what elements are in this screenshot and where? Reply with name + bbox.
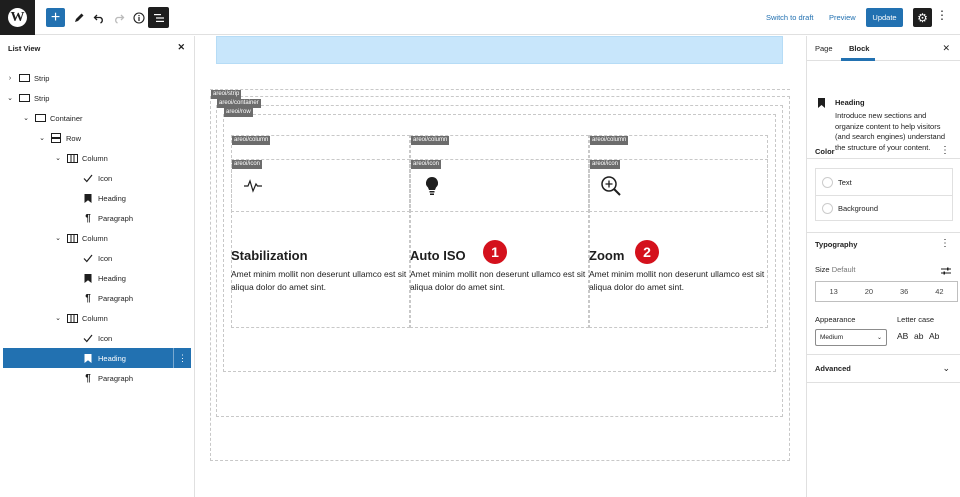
tools-button[interactable] [69,8,88,27]
chevron-down-icon[interactable]: ⌄ [942,363,950,373]
details-button[interactable] [129,8,148,27]
color-swatch-background [822,203,833,214]
list-view-item-label: Icon [98,333,113,343]
columns-icon [66,232,78,244]
color-section-title[interactable]: Color [815,147,835,156]
column-heading-3[interactable]: Zoom [589,248,625,263]
column-tag-1: areoi/column [234,137,269,143]
list-view-item-label: Column [82,153,108,163]
zoom-in-icon [600,175,622,197]
color-text-option[interactable] [816,169,952,195]
letter-case-label: Letter case [897,315,935,324]
chevron-down-icon[interactable]: ⌄ [55,155,61,162]
list-view-icon [153,12,165,24]
undo-button[interactable] [89,8,108,27]
list-view-item-label: Strip [34,93,50,103]
pilcrow-icon: ¶ [85,212,91,224]
bookmark-icon [82,192,94,204]
letter-case-lowercase[interactable]: ab [914,331,924,341]
chevron-right-icon[interactable]: › [8,74,12,82]
column-heading-1[interactable]: Stabilization [231,248,308,263]
list-view-item-label: Icon [98,173,113,183]
plus-icon: + [50,8,61,26]
custom-size-toggle-icon[interactable] [941,263,951,281]
settings-button[interactable] [913,8,932,27]
close-icon[interactable]: ✕ [177,42,185,52]
list-view-item-icon[interactable] [3,168,191,188]
block-description: Introduce new sections and organize content to help visitors (and search engines) understand the structure of your content. [835,111,946,152]
row-tag: areoi/row [226,109,251,115]
bookmark-icon [82,352,94,364]
column-paragraph-3[interactable]: Amet minim mollit non deserunt ullamco est sit aliqua dolor do amet sint. [589,269,765,292]
typography-section-title[interactable]: Typography [815,240,858,249]
list-view-item-icon[interactable] [3,328,191,348]
size-option-2[interactable]: 20 [864,287,874,296]
list-view-title: List View [8,43,41,53]
list-view-item-label: Icon [98,253,113,263]
color-text-label: Text [838,177,852,187]
color-swatch-text [822,177,833,188]
list-view-item-paragraph[interactable] [3,368,191,388]
block-name: Heading [835,98,865,107]
section-divider [807,354,960,355]
list-view-item-container[interactable] [3,108,191,128]
list-view-item-icon[interactable] [3,248,191,268]
list-view-item-heading[interactable] [3,188,191,208]
check-icon [82,172,94,184]
activity-icon [242,175,264,197]
strip-tag: areoi/strip [213,91,240,97]
more-vertical-icon[interactable]: ⋮ [940,238,950,249]
preview-link[interactable]: Preview [829,13,856,22]
columns-icon [66,312,78,324]
list-view-item-label: Paragraph [98,213,134,223]
redo-icon [113,12,125,24]
list-view-item-label: Column [82,313,108,323]
list-view-item-label: Strip [34,73,50,83]
list-view-panel [0,36,195,497]
size-label [815,265,855,274]
list-view-item-column[interactable] [3,148,191,168]
pilcrow-icon: ¶ [85,292,91,304]
redo-button[interactable] [109,8,128,27]
list-view-item-label: Row [66,133,82,143]
appearance-value: Medium [820,334,844,341]
color-options [815,168,953,221]
appearance-label: Appearance [815,315,856,324]
section-divider [807,382,960,383]
section-divider [807,232,960,233]
list-view-item-label: Column [82,233,108,243]
list-view-item-label: Paragraph [98,293,134,303]
list-view-item-strip[interactable] [3,68,191,88]
more-vertical-icon[interactable]: ⋮ [940,145,950,156]
color-background-label: Background [838,204,879,213]
appearance-select[interactable] [815,329,887,346]
wordpress-logo-button[interactable] [0,0,35,35]
info-icon [133,12,145,24]
icon-tag-3: areoi/icon [592,161,619,167]
size-option-3[interactable]: 36 [899,287,909,296]
pilcrow-icon: ¶ [85,372,91,384]
list-view-item-label: Heading [98,193,126,203]
row-icon [50,132,62,144]
column-paragraph-1[interactable]: Amet minim mollit non deserunt ullamco est sit aliqua dolor do amet sint. [231,269,407,292]
settings-sidebar [806,36,960,497]
close-icon[interactable]: ✕ [942,43,950,53]
lightbulb-icon [421,175,443,197]
update-button[interactable]: Update [866,8,903,27]
container-tag: areoi/container [219,100,259,106]
list-view-item-heading[interactable] [3,348,191,368]
callout-badge-1: 1 [483,240,507,264]
block-options-icon[interactable]: ⋮ [173,348,191,368]
column-tag-3: areoi/column [592,137,627,143]
editor-canvas[interactable] [196,36,805,497]
list-view-item-label: Paragraph [98,373,134,383]
chevron-down-icon[interactable]: ⌄ [23,115,29,122]
strip-icon [18,92,30,104]
list-view-item-paragraph[interactable] [3,208,191,228]
chevron-down-icon[interactable]: ⌄ [55,235,61,242]
letter-case-capitalize[interactable]: Ab [929,331,940,341]
column-heading-2[interactable]: Auto ISO [410,248,466,263]
list-view-item-column[interactable] [3,308,191,328]
strip-icon [18,72,30,84]
check-icon [82,252,94,264]
letter-case-uppercase[interactable]: AB [897,331,909,341]
gear-icon: ⚙ [917,10,928,25]
settings-tabs [807,36,960,61]
bookmark-icon [82,272,94,284]
chevron-down-icon[interactable]: ⌄ [55,315,61,322]
block-card [807,61,960,159]
list-view-item-row[interactable] [3,128,191,148]
tab-block[interactable]: Block [849,44,870,53]
chevron-down-icon: ⌄ [876,335,882,341]
size-option-4[interactable]: 42 [935,287,944,296]
size-default-text: Default [831,265,856,274]
editor-toolbar [0,0,960,35]
list-view-header [0,36,194,60]
bookmark-icon [817,98,826,110]
switch-to-draft-link[interactable]: Switch to draft [766,13,814,22]
options-menu-button[interactable] [936,8,948,22]
font-size-picker [815,281,958,302]
list-view-item-label: Heading [98,353,126,363]
color-background-option[interactable] [816,195,952,221]
column-tag-2: areoi/column [413,137,448,143]
more-vertical-icon: ⋮ [936,8,948,22]
callout-badge-2: 2 [635,240,659,264]
check-icon [82,332,94,344]
pencil-icon [73,12,85,24]
add-block-button[interactable] [46,8,65,27]
list-view-item-label: Heading [98,273,126,283]
icon-tag-1: areoi/icon [234,161,261,167]
size-label-text: Size [815,265,830,274]
chevron-down-icon[interactable]: ⌄ [39,135,45,142]
columns-icon [66,152,78,164]
list-view-item-heading[interactable] [3,268,191,288]
list-view-item-column[interactable] [3,228,191,248]
undo-icon [93,12,105,24]
column-paragraph-2[interactable]: Amet minim mollit non deserunt ullamco est sit aliqua dolor do amet sint. [410,269,586,292]
wordpress-icon: W [8,8,27,27]
list-view-item-paragraph[interactable] [3,288,191,308]
icon-tag-2: areoi/icon [413,161,440,167]
list-view-item-strip[interactable] [3,88,191,108]
tab-page[interactable]: Page [815,44,833,53]
size-option-1[interactable]: 13 [829,287,838,296]
list-view-toggle-button[interactable] [148,7,169,28]
list-view-item-label: Container [50,113,83,123]
advanced-section-title[interactable]: Advanced [815,364,851,373]
container-icon [34,112,46,124]
chevron-down-icon[interactable]: ⌄ [7,95,13,102]
strip-divider [210,89,790,90]
cover-block[interactable] [216,36,783,64]
